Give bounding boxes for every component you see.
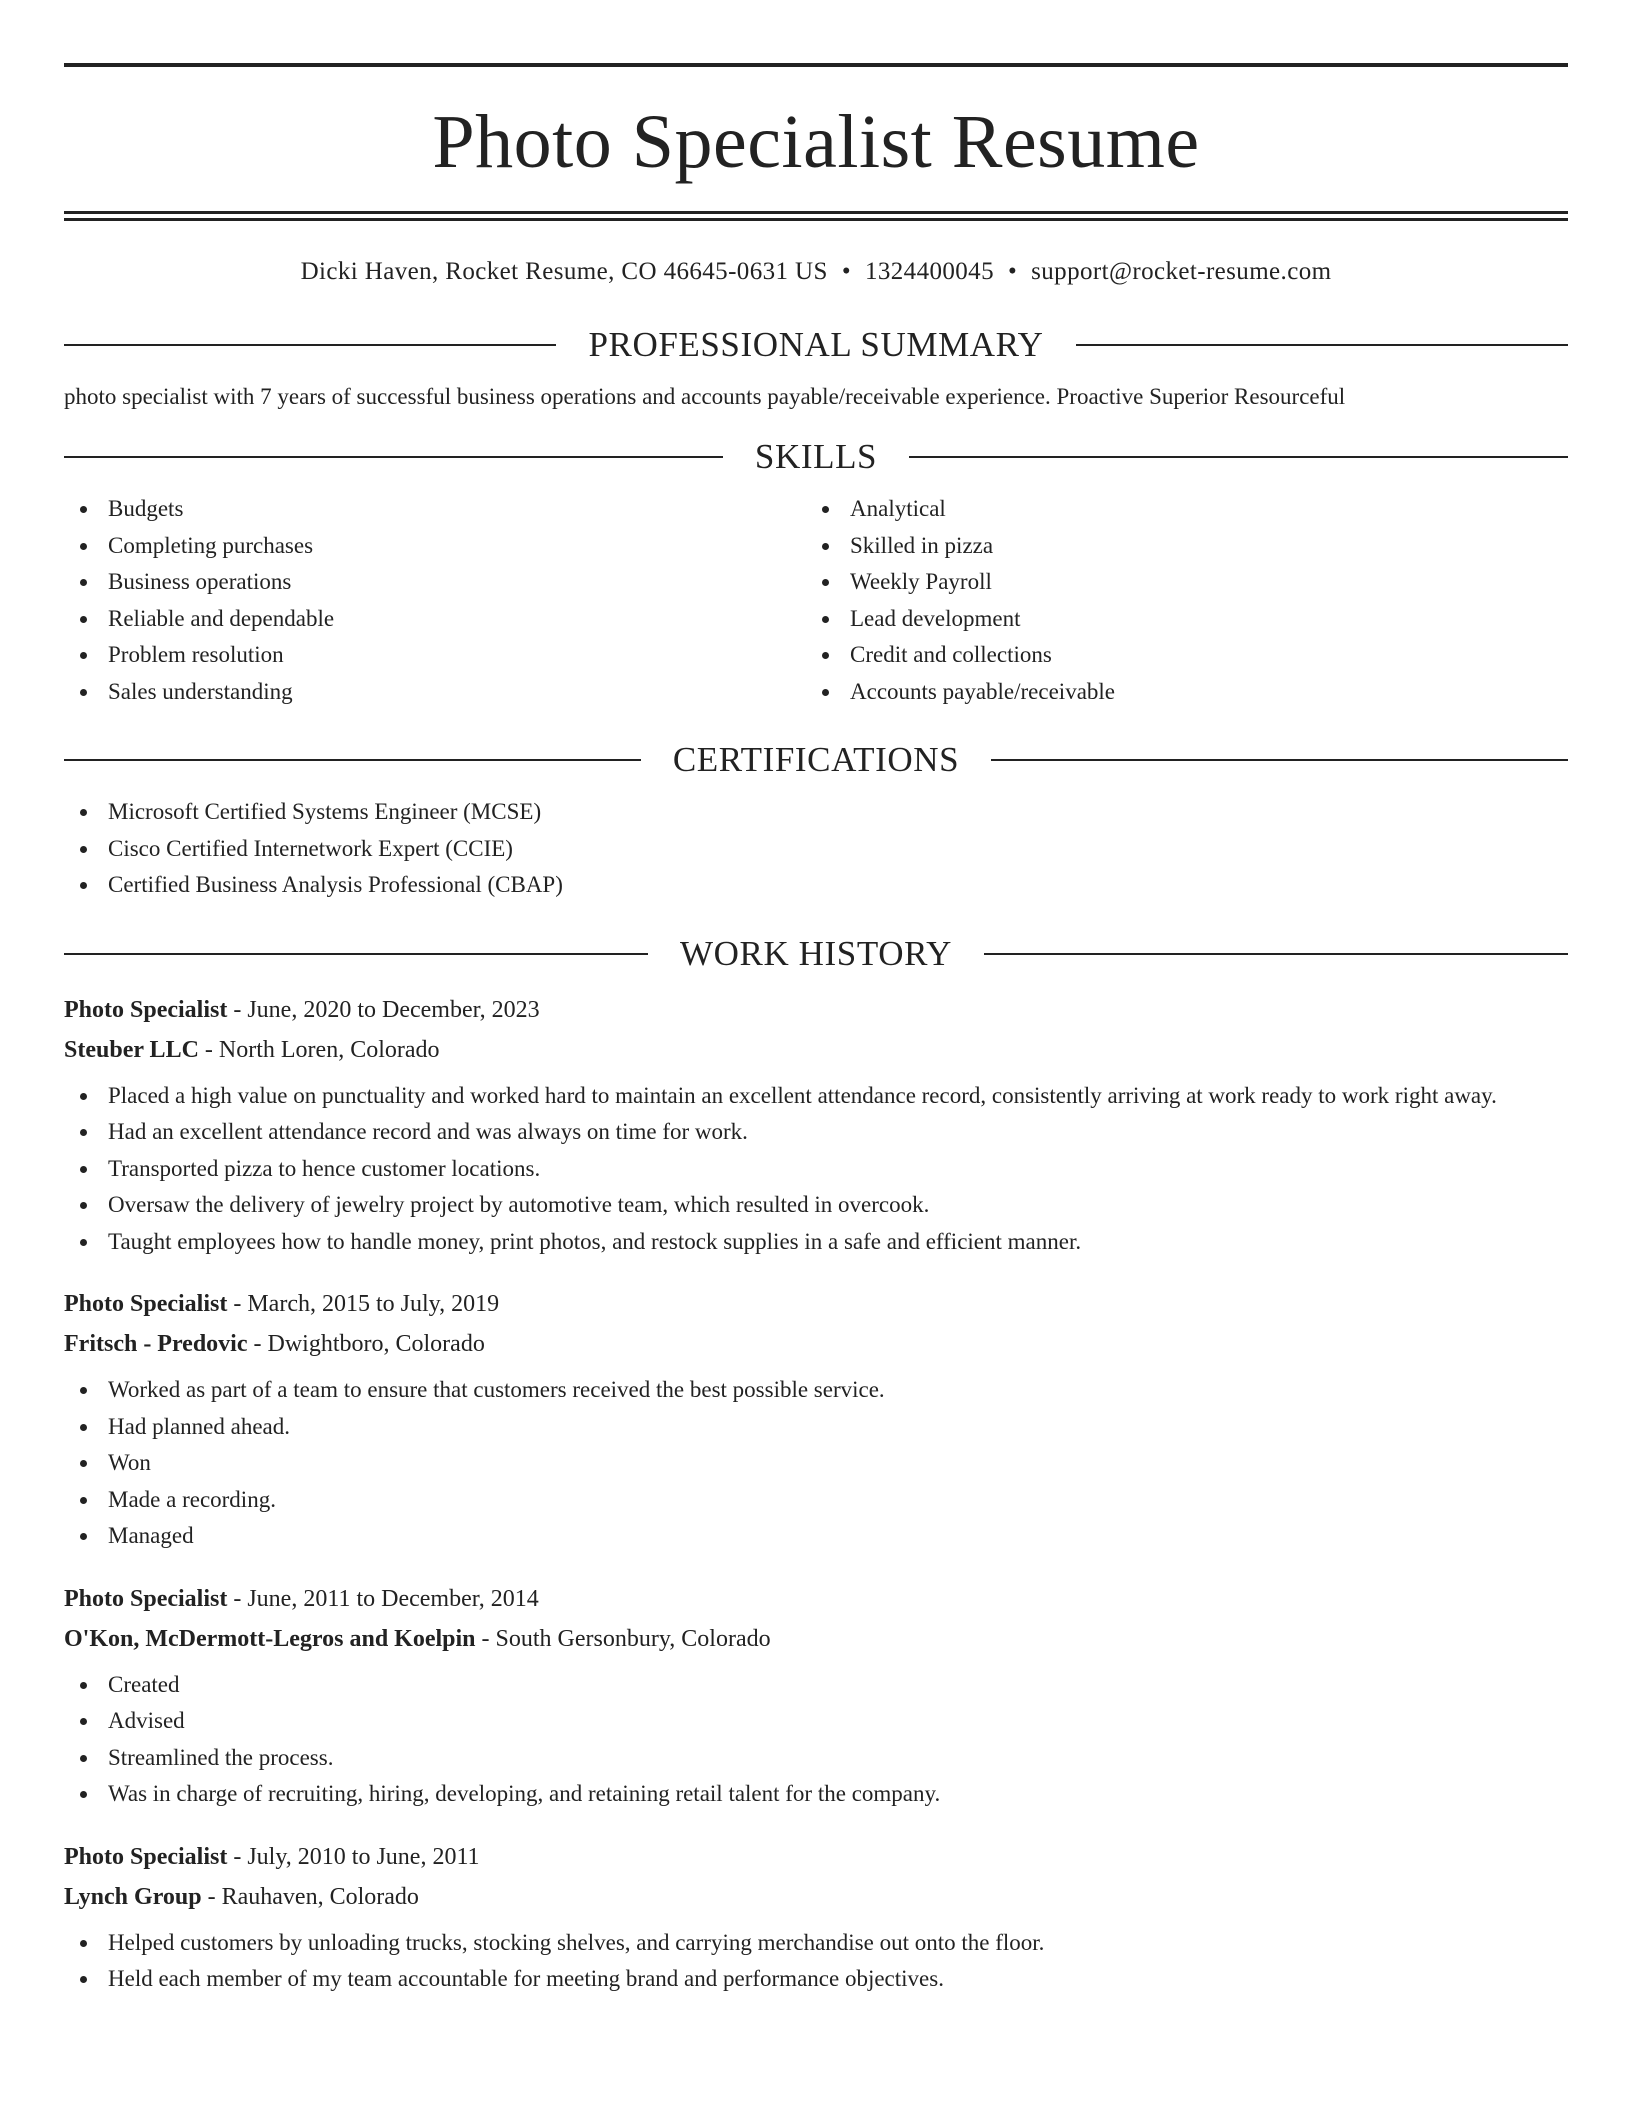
job-title-line [64, 1284, 1568, 1324]
job-bullet: Had an excellent attendance record and was always on time for work. [64, 1114, 1568, 1151]
job-company: Lynch Group [64, 1883, 202, 1910]
title-double-rule [64, 211, 1568, 221]
job-bullet: Had planned ahead. [64, 1409, 1568, 1446]
certification-item: Certified Business Analysis Professional (CBAP) [64, 867, 1568, 904]
job-title: Photo Specialist [64, 1585, 228, 1612]
job-title-line [64, 990, 1568, 1030]
work-history-list [64, 990, 1568, 1998]
job-dates: - March, 2015 to July, 2019 [227, 1291, 500, 1317]
skills-heading-label: SKILLS [754, 437, 878, 476]
certifications-heading-label: CERTIFICATIONS [672, 740, 960, 779]
job-bullets [64, 1667, 1568, 1813]
top-rule [64, 63, 1568, 67]
skill-item: Skilled in pizza [806, 528, 1548, 565]
job-bullet: Oversaw the delivery of jewelry project by automotive team, which resulted in overcook. [64, 1187, 1568, 1224]
job-title: Photo Specialist [64, 1291, 228, 1317]
work-heading [64, 932, 1568, 976]
heading-rule [64, 456, 723, 458]
job-dates: - June, 2020 to December, 2023 [227, 996, 540, 1023]
skills-heading [64, 435, 1568, 479]
summary-heading [64, 323, 1568, 367]
job-dates: - July, 2010 to June, 2011 [227, 1843, 480, 1870]
job-location: - Rauhaven, Colorado [201, 1883, 419, 1910]
job-company-line [64, 1030, 1568, 1070]
heading-rule [984, 953, 1568, 955]
job-bullet: Advised [64, 1703, 1568, 1740]
job-bullet: Held each member of my team accountable for meeting brand and performance objectives. [64, 1961, 1568, 1998]
contact-address: Dicki Haven, Rocket Resume, CO 46645-0631 US [300, 258, 828, 285]
skill-item: Lead development [806, 601, 1548, 638]
job-company-line [64, 1877, 1568, 1917]
skill-item: Analytical [806, 491, 1548, 528]
skill-item: Problem resolution [64, 637, 806, 674]
resume-page [64, 0, 1568, 1998]
contact-separator: • [1007, 258, 1018, 285]
job-bullets [64, 1078, 1568, 1261]
job-bullet: Created [64, 1667, 1568, 1704]
job-bullet: Helped customers by unloading trucks, stocking shelves, and carrying merchandise out onto the floor. [64, 1925, 1568, 1962]
page-title: Photo Specialist Resume [432, 100, 1200, 184]
job-bullet: Was in charge of recruiting, hiring, developing, and retaining retail talent for the company. [64, 1776, 1568, 1813]
job-entry [64, 1837, 1568, 1998]
summary-text: photo specialist with 7 years of successful business operations and accounts payable/receivable experience. Proactive Superior Resourceful [64, 384, 1346, 409]
job-bullet: Taught employees how to handle money, print photos, and restock supplies in a safe and efficient manner. [64, 1224, 1568, 1261]
job-company-line [64, 1324, 1568, 1364]
heading-rule [64, 953, 648, 955]
job-entry [64, 1284, 1568, 1555]
job-bullet: Made a recording. [64, 1482, 1568, 1519]
skill-item: Reliable and dependable [64, 601, 806, 638]
contact-phone: 1324400045 [864, 258, 994, 285]
certification-item: Microsoft Certified Systems Engineer (MCSE) [64, 794, 1568, 831]
contact-line [64, 257, 1568, 287]
skill-item: Weekly Payroll [806, 564, 1548, 601]
certification-item: Cisco Certified Internetwork Expert (CCIE) [64, 831, 1568, 868]
job-bullet: Worked as part of a team to ensure that customers received the best possible service. [64, 1372, 1568, 1409]
summary-heading-label: PROFESSIONAL SUMMARY [588, 325, 1044, 364]
job-company: Fritsch - Predovic [64, 1331, 248, 1357]
contact-email: support@rocket-resume.com [1031, 258, 1332, 285]
job-company-line [64, 1619, 1568, 1659]
heading-rule [991, 759, 1568, 761]
skill-item: Credit and collections [806, 637, 1548, 674]
heading-rule [64, 759, 641, 761]
skill-item: Business operations [64, 564, 806, 601]
skill-item: Completing purchases [64, 528, 806, 565]
job-location: - Dwightboro, Colorado [247, 1331, 485, 1357]
contact-separator: • [841, 258, 851, 285]
skill-item: Accounts payable/receivable [806, 674, 1548, 711]
heading-rule [1076, 344, 1568, 346]
job-location: - North Loren, Colorado [198, 1036, 440, 1063]
job-title: Photo Specialist [64, 996, 228, 1023]
certifications-heading [64, 738, 1568, 782]
job-bullets [64, 1925, 1568, 1998]
skills-column-right [806, 491, 1548, 710]
job-title-line [64, 1837, 1568, 1877]
certifications-list [64, 794, 1568, 904]
job-title-line [64, 1579, 1568, 1619]
skill-item: Budgets [64, 491, 806, 528]
job-entry [64, 990, 1568, 1261]
heading-rule [64, 344, 556, 346]
job-title: Photo Specialist [64, 1843, 228, 1870]
job-location: - South Gersonbury, Colorado [475, 1625, 771, 1652]
job-bullet: Transported pizza to hence customer locations. [64, 1151, 1568, 1188]
job-company: O'Kon, McDermott-Legros and Koelpin [64, 1625, 476, 1652]
job-bullet: Streamlined the process. [64, 1740, 1568, 1777]
skill-item: Sales understanding [64, 674, 806, 711]
job-entry [64, 1579, 1568, 1813]
job-bullet: Placed a high value on punctuality and worked hard to maintain an excellent attendance record, consistently arriving at work ready to work right away. [64, 1078, 1568, 1115]
job-company: Steuber LLC [64, 1036, 199, 1063]
heading-rule [909, 456, 1568, 458]
job-bullets [64, 1372, 1568, 1555]
skills-column-left [64, 491, 806, 710]
job-bullet: Managed [64, 1518, 1568, 1555]
job-bullet: Won [64, 1445, 1568, 1482]
skills-list [64, 491, 1568, 710]
job-dates: - June, 2011 to December, 2014 [227, 1585, 539, 1612]
work-heading-label: WORK HISTORY [680, 933, 952, 973]
